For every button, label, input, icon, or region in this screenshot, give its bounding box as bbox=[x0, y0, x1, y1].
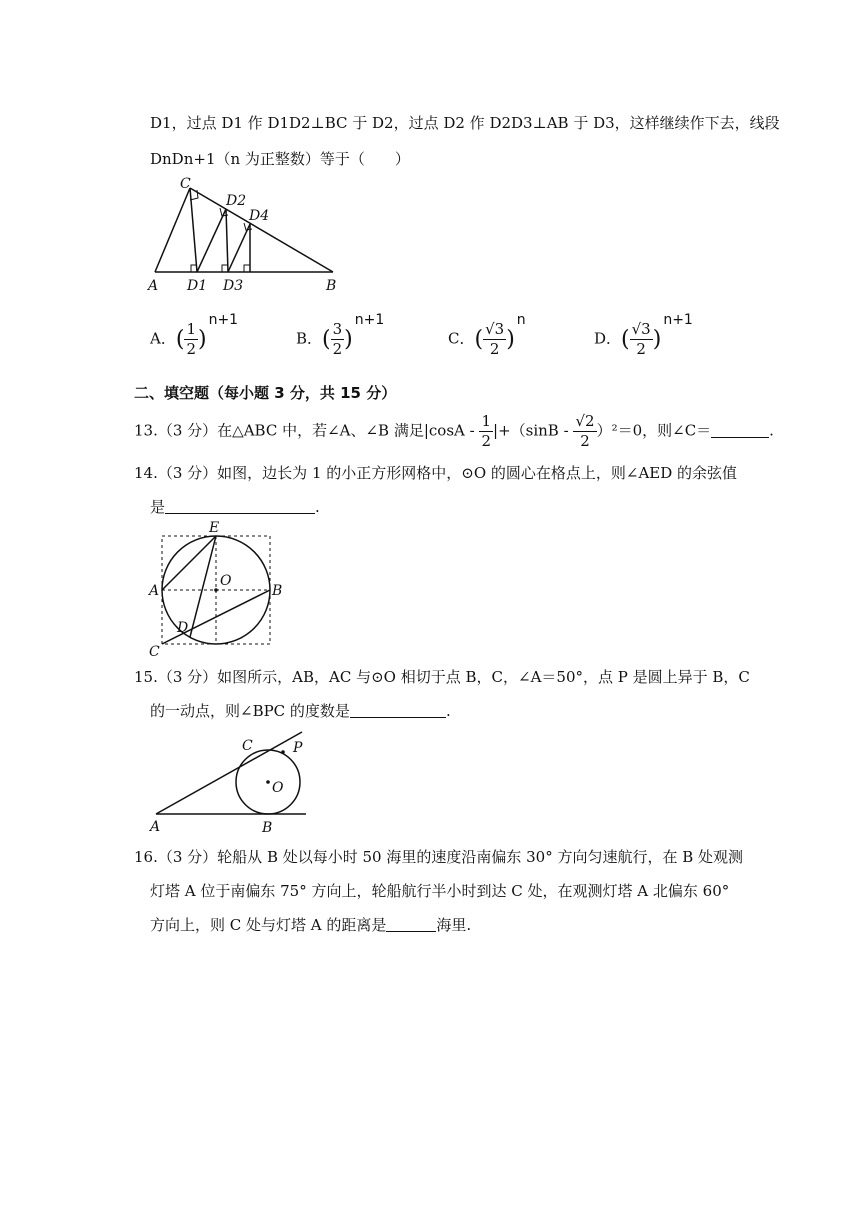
option-c: C．( $\frac{√3}{2}$ )n bbox=[448, 311, 526, 358]
q16-line2: 灯塔 A 位于南偏东 75° 方向上，轮船航行半小时到达 C 处，在观测灯塔 A 北偏东 60° bbox=[150, 882, 730, 900]
label-C: C bbox=[149, 644, 160, 660]
q12-line2: DnDn+1（n 为正整数）等于（ ） bbox=[150, 150, 410, 168]
label-D2: D2 bbox=[226, 193, 247, 209]
label-O: O bbox=[220, 573, 232, 589]
option-d: D．( $\frac{√3}{2}$ )n+1 bbox=[594, 311, 693, 358]
q15-line2: 的一动点，则∠BPC 的度数是 . bbox=[150, 702, 451, 720]
q15-tangent-circle-figure bbox=[144, 726, 316, 836]
label-B: B bbox=[326, 278, 337, 294]
q12-triangle-figure bbox=[140, 172, 350, 300]
option-b: B．( $\frac{3}{2}$ )n+1 bbox=[296, 311, 385, 358]
q15-answer-blank bbox=[350, 702, 446, 718]
q16-line3: 方向上，则 C 处与灯塔 A 的距离是 海里. bbox=[150, 916, 472, 934]
label-A: A bbox=[148, 278, 159, 294]
label-C: C bbox=[242, 738, 253, 754]
label-P: P bbox=[293, 740, 303, 756]
label-E: E bbox=[209, 520, 220, 536]
label-A: A bbox=[150, 819, 161, 835]
q14-answer-blank bbox=[165, 498, 315, 514]
q12-line1: D1，过点 D1 作 D1D2⊥BC 于 D2，过点 D2 作 D2D3⊥AB 于 D3，这样继续作下去，线段 bbox=[150, 114, 780, 132]
label-O: O bbox=[272, 780, 284, 796]
label-D3: D3 bbox=[223, 278, 244, 294]
q13-answer-blank bbox=[711, 422, 769, 438]
label-D1: D1 bbox=[187, 278, 208, 294]
q16-answer-blank bbox=[386, 916, 436, 932]
q14-line1: 14.（3 分）如图，边长为 1 的小正方形网格中，⊙O 的圆心在格点上，则∠AED 的余弦值 bbox=[134, 464, 738, 482]
label-D: D bbox=[177, 620, 189, 636]
label-D4: D4 bbox=[249, 208, 270, 224]
label-B: B bbox=[272, 583, 283, 599]
q16-line1: 16.（3 分）轮船从 B 处以每小时 50 海里的速度沿南偏东 30° 方向匀速航行，在 B 处观测 bbox=[134, 848, 744, 866]
q15-line1: 15.（3 分）如图所示，AB，AC 与⊙O 相切于点 B，C，∠A＝50°，点 P 是圆上异于 B，C bbox=[134, 668, 750, 686]
q13-line: 13.（3 分）在△ABC 中，若∠A、∠B 满足|cosA - $\frac{1}{2}$ |+（sinB - $\frac{√2}{2}$ ）²＝0，则∠C＝ . bbox=[134, 412, 774, 450]
label-B: B bbox=[262, 820, 273, 836]
option-a: A．( $\frac{1}{2}$ )n+1 bbox=[150, 311, 239, 358]
label-A: A bbox=[149, 583, 160, 599]
q14-line2: 是 . bbox=[150, 498, 320, 516]
section-title: 二、填空题（每小题 3 分，共 15 分） bbox=[134, 384, 397, 402]
label-C: C bbox=[180, 176, 191, 192]
q14-circle-grid-figure bbox=[144, 516, 294, 660]
